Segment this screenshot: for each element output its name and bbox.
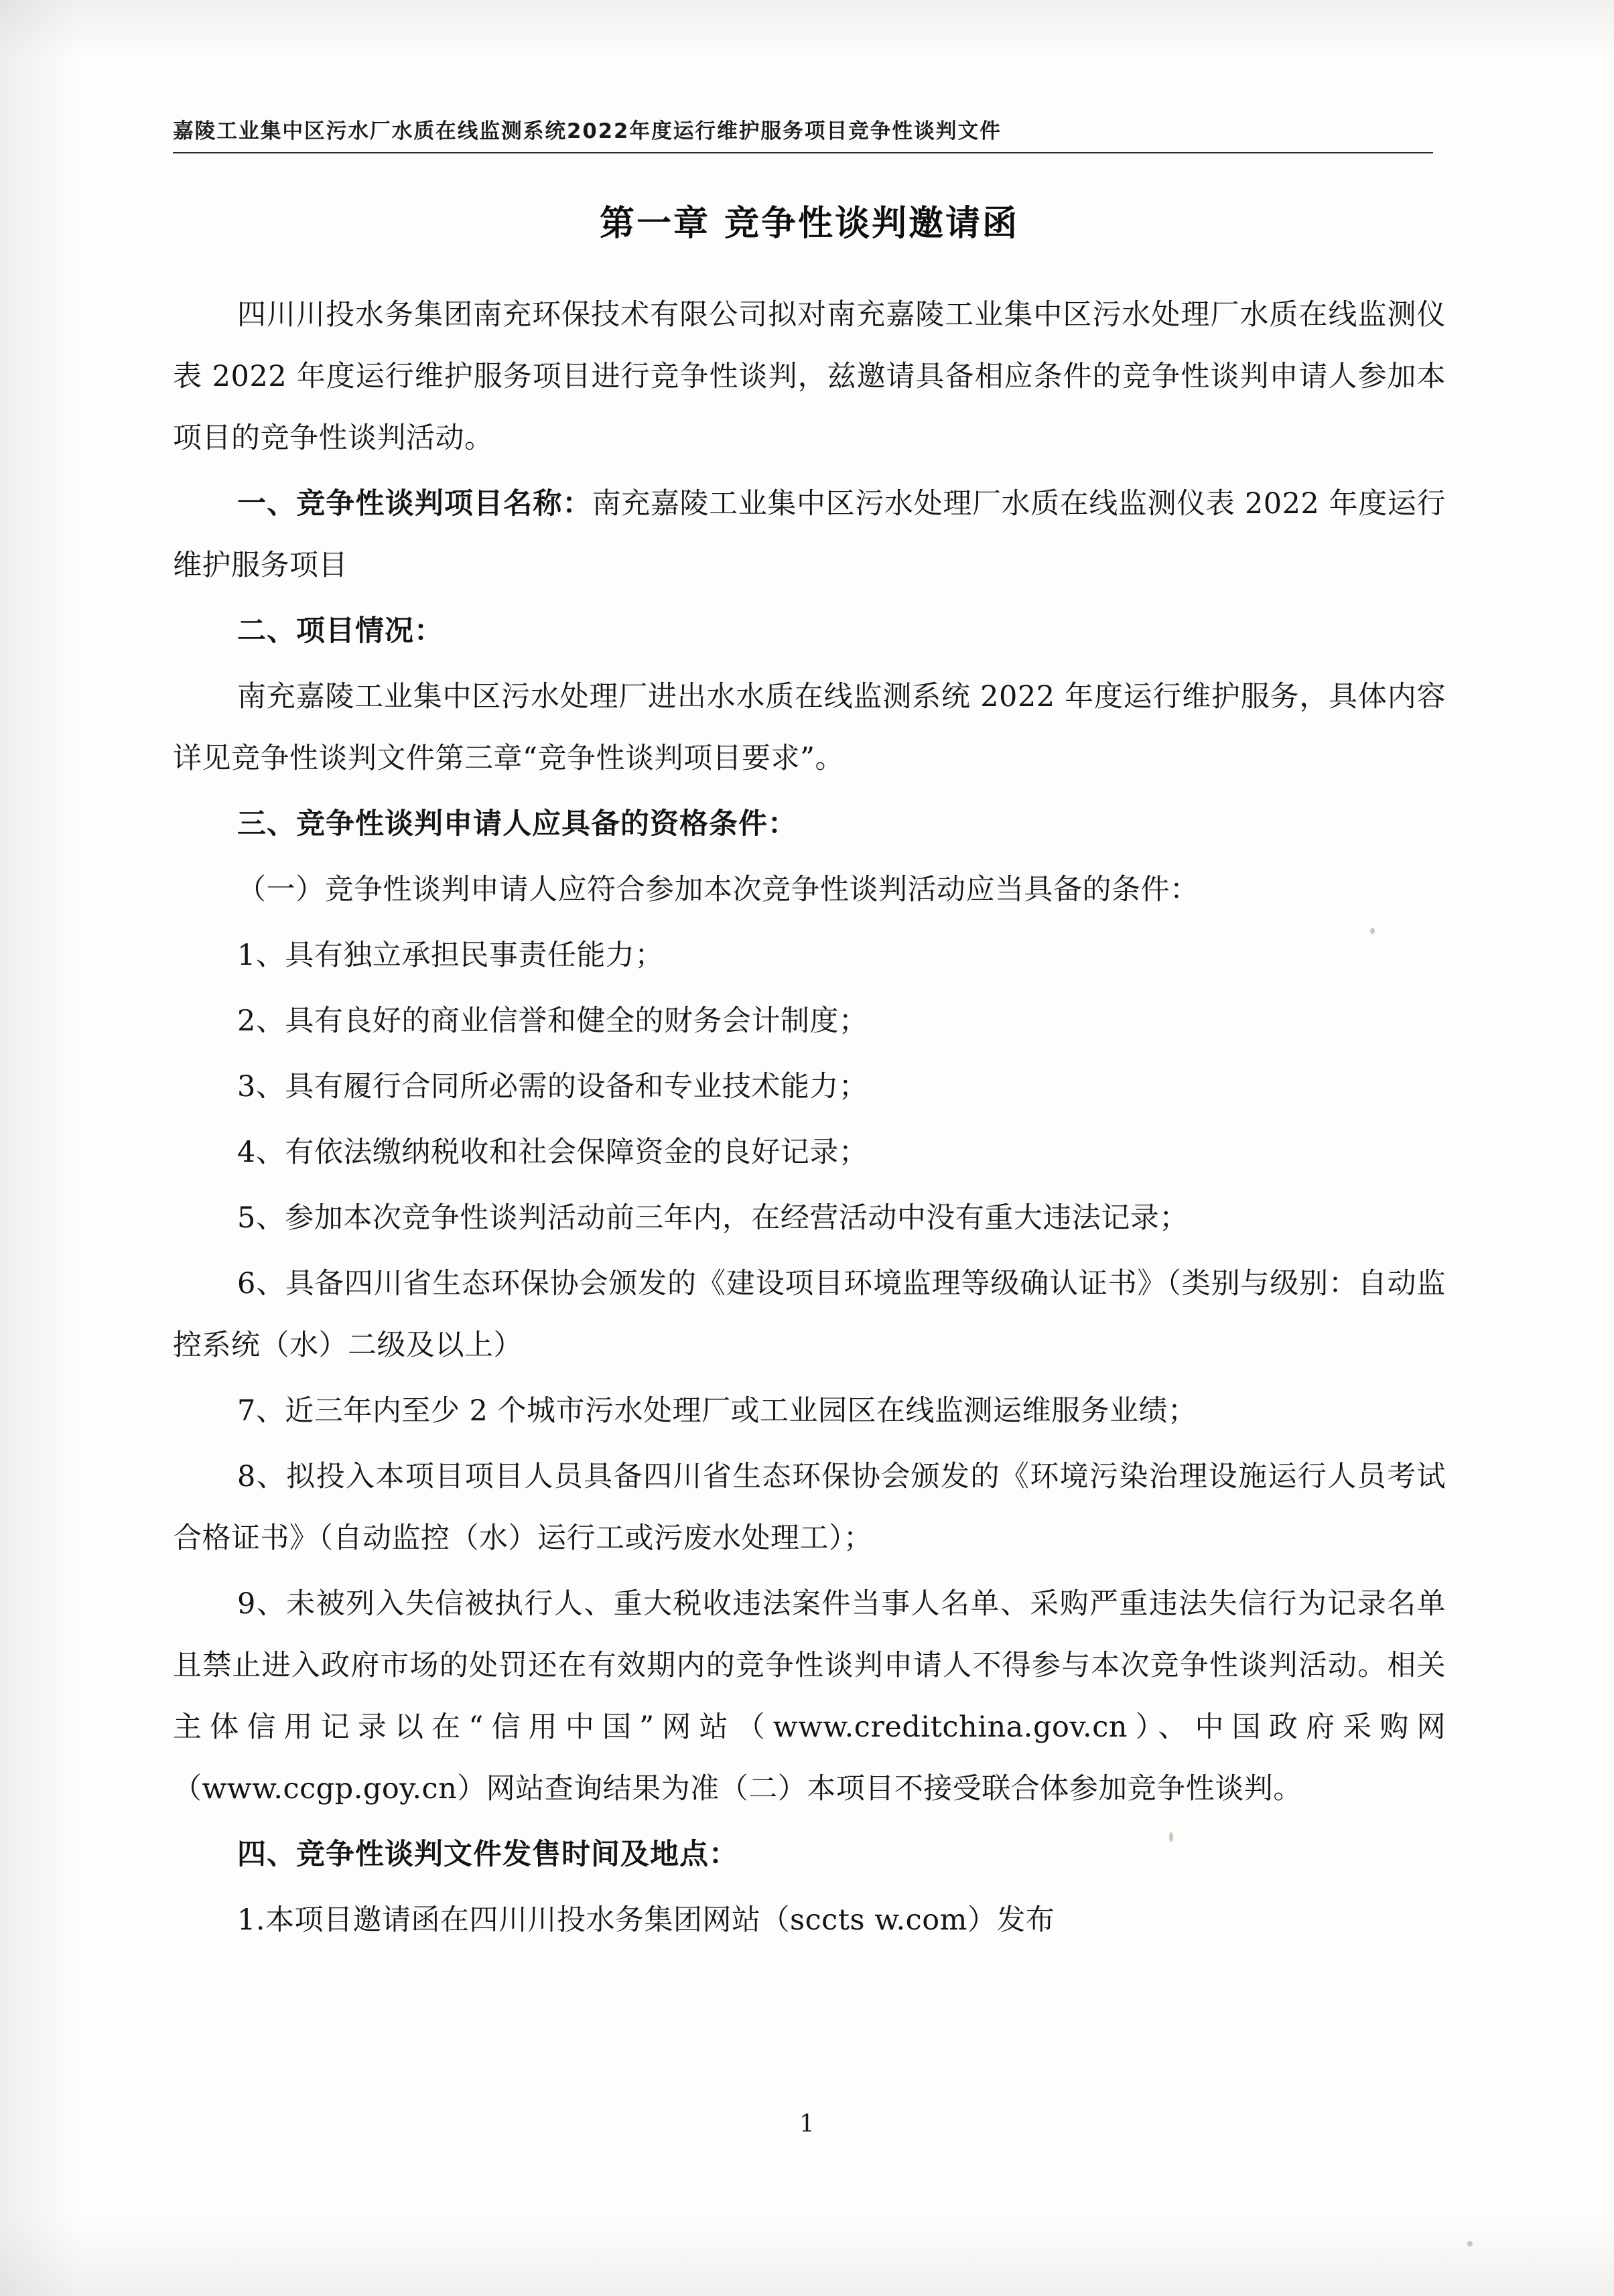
scan-speck [1467, 2241, 1473, 2246]
list-item: 6、具备四川省生态环保协会颁发的《建设项目环境监理等级确认证书》（类别与级别：自动监控系统（水）二级及以上） [173, 1267, 1446, 1362]
page-edge-shadow-left [0, 0, 80, 2296]
paragraph-section-4-heading [173, 1824, 1446, 1885]
list-item: 5、参加本次竞争性谈判活动前三年内，在经营活动中没有重大违法记录； [237, 1201, 1189, 1235]
list-item: 8、拟投入本项目项目人员具备四川省生态环保协会颁发的《环境污染治理设施运行人员考试合格证书》（自动监控（水）运行工或污废水处理工）； [173, 1460, 1446, 1555]
paragraph-item-one: （一）竞争性谈判申请人应符合参加本次竞争性谈判活动应当具备的条件： [237, 873, 1199, 906]
page-title: 第一章 竞争性谈判邀请函 [599, 204, 1020, 244]
paragraph-section-3-heading [173, 793, 1446, 855]
section-4-label: 四、竞争性谈判文件发售时间及地点： [237, 1838, 738, 1871]
page-edge-shadow-top [0, 0, 1614, 60]
list-item: 2、具有良好的商业信誉和健全的财务会计制度； [237, 1004, 868, 1038]
document-header: 嘉陵工业集中区污水厂水质在线监测系统2022年度运行维护服务项目竞争性谈判文件 [173, 114, 1433, 153]
paragraph-section-2-heading [173, 600, 1446, 662]
page-number: 1 [799, 2110, 815, 2138]
section-1-text: 南充嘉陵工业集中区污水处理厂水质在线监测仪表 2022 年度运行维护服务项目 [173, 487, 1446, 582]
section-3-label: 三、竞争性谈判申请人应具备的资格条件： [237, 807, 797, 841]
paragraph-section-4-item-1: 1.本项目邀请函在四川川投水务集团网站（sccts w.com）发布 [237, 1903, 1055, 1937]
list-item: 9、未被列入失信被执行人、重大税收违法案件当事人名单、采购严重违法失信行为记录名单且禁止进入政府市场的处罚还在有效期内的竞争性谈判申请人不得参与本次竞争性谈判活动。相关主体信用记录以在“信用中国”网站（www.creditchina.gov.cn）、中国政府采购网（www.ccgp.goy.cn）网站查询结果为准（二）本项目不接受联合体参加竞争性谈判。 [173, 1587, 1446, 1806]
paragraph-section-1 [173, 473, 1446, 596]
list-item: 7、近三年内至少 2 个城市污水处理厂或工业园区在线监测运维服务业绩； [237, 1394, 1197, 1428]
list-item: 3、具有履行合同所必需的设备和专业技术能力； [237, 1070, 868, 1103]
list-item: 1、具有独立承担民事责任能力； [237, 939, 664, 972]
section-2-label: 二、项目情况： [237, 614, 444, 648]
page-content [173, 114, 1446, 1951]
list-item: 4、有依法缴纳税收和社会保障资金的良好记录； [237, 1136, 868, 1169]
paragraph-intro: 四川川投水务集团南充环保技术有限公司拟对南充嘉陵工业集中区污水处理厂水质在线监测仪表 2022 年度运行维护服务项目进行竞争性谈判，兹邀请具备相应条件的竞争性谈判申请人参加本项目的竞争性谈判活动。 [173, 298, 1446, 455]
paragraph-section-2-body: 南充嘉陵工业集中区污水处理厂进出水水质在线监测系统 2022 年度运行维护服务，具体内容详见竞争性谈判文件第三章“竞争性谈判项目要求”。 [173, 680, 1446, 775]
section-1-label: 一、竞争性谈判项目名称： [237, 487, 592, 521]
page-edge-shadow-bottom [0, 2216, 1614, 2296]
